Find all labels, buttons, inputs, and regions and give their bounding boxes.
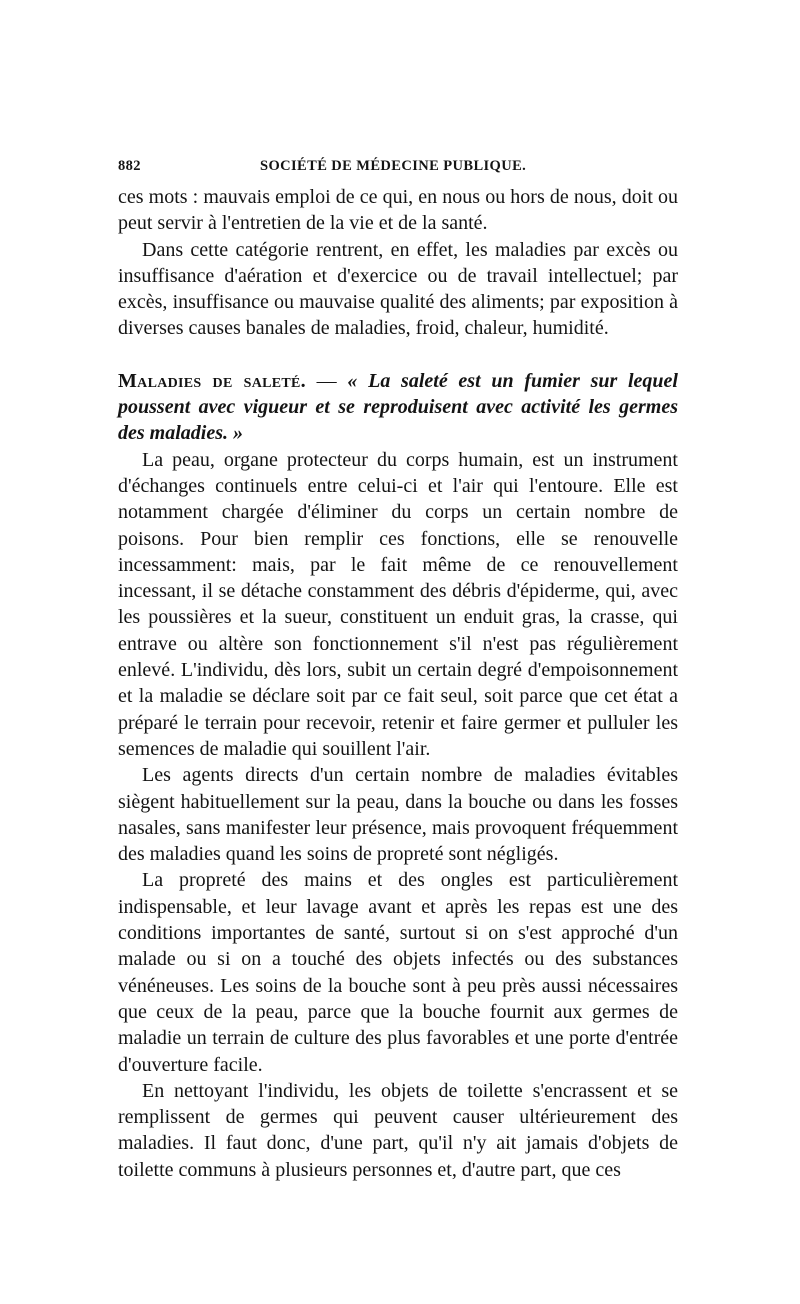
paragraph-peau: La peau, organe protecteur du corps humain, est un instrument d'échanges continuels entre celui-ci et l'air qui l'entoure. Elle est notamment chargée d'éliminer du corps un certain nombre de poisons. Pour bien remplir ces fonctions, elle se renouvelle incessamment: mais, par le fait même de ce renouvellement incessant, il se détache constamment des débris d'épiderme, qui, avec les poussières et la sueur, constituent un enduit gras, la crasse, qui entrave ou altère son fonctionnement s'il n'est pas régulièrement enlevé. L'individu, dès lors, subit un certain degré d'empoisonnement et la maladie se déclare soit par ce fait seul, soit parce que cet état a préparé le terrain pour recevoir, retenir et faire germer et pulluler les semences de maladie qui souillent l'air. [118,448,678,760]
paragraph-proprete: La propreté des mains et des ongles est particulièrement indispensable, et leur lavage avant et après les repas est une des conditions importantes de santé, surtout si on s'est approché d'un malade ou si on a touché des objets infectés ou des substances vénéneuses. Les soins de la bouche sont à peu près aussi nécessaires que ceux de la peau, parce que la bouche fournit aux germes de maladie un terrain de culture des plus favorables et une porte d'entrée d'ouverture facile. [118,869,678,1076]
section-heading: Maladies de saleté. [118,369,306,392]
running-head [118,150,678,184]
paragraph-causes: Dans cette catégorie rentrent, en effet, les maladies par excès ou insuffisance d'aération et d'exercice ou de travail intellectuel; par excès, insuffisance ou mauvaise qualité des aliments; par exposition à diverses causes banales de maladies, froid, chaleur, humidité. [118,238,678,340]
running-title: SOCIÉTÉ DE MÉDECINE PUBLIQUE. [260,158,527,174]
section-quote: « La saleté est un fumier sur lequel poussent avec vigueur et se reproduisent avec activité les germes des maladies. » [118,369,678,445]
paragraph-toilette: En nettoyant l'individu, les objets de toilette s'encrassent et se remplissent de germes qui peuvent causer ultérieurement des maladies. Il faut donc, d'une part, qu'il n'y ait jamais d'objets de toilette communs à plusieurs personnes et, d'autre part, que ces [118,1079,678,1181]
body-text [118,184,678,1183]
paragraph-agents: Les agents directs d'un certain nombre de maladies évitables siègent habituellement sur la peau, dans la bouche ou dans les fosses nasales, sans manifester leur présence, mais provoquent fréquemment des maladies quand les soins de propreté sont négligés. [118,764,678,866]
section-dash: — [305,369,348,392]
book-page [118,150,678,1183]
page-number: 882 [118,158,141,174]
section-maladies-de-salete [118,368,678,447]
paragraph-continuation: ces mots : mauvais emploi de ce qui, en nous ou hors de nous, doit ou peut servir à l'entretien de la vie et de la santé. [118,186,678,235]
